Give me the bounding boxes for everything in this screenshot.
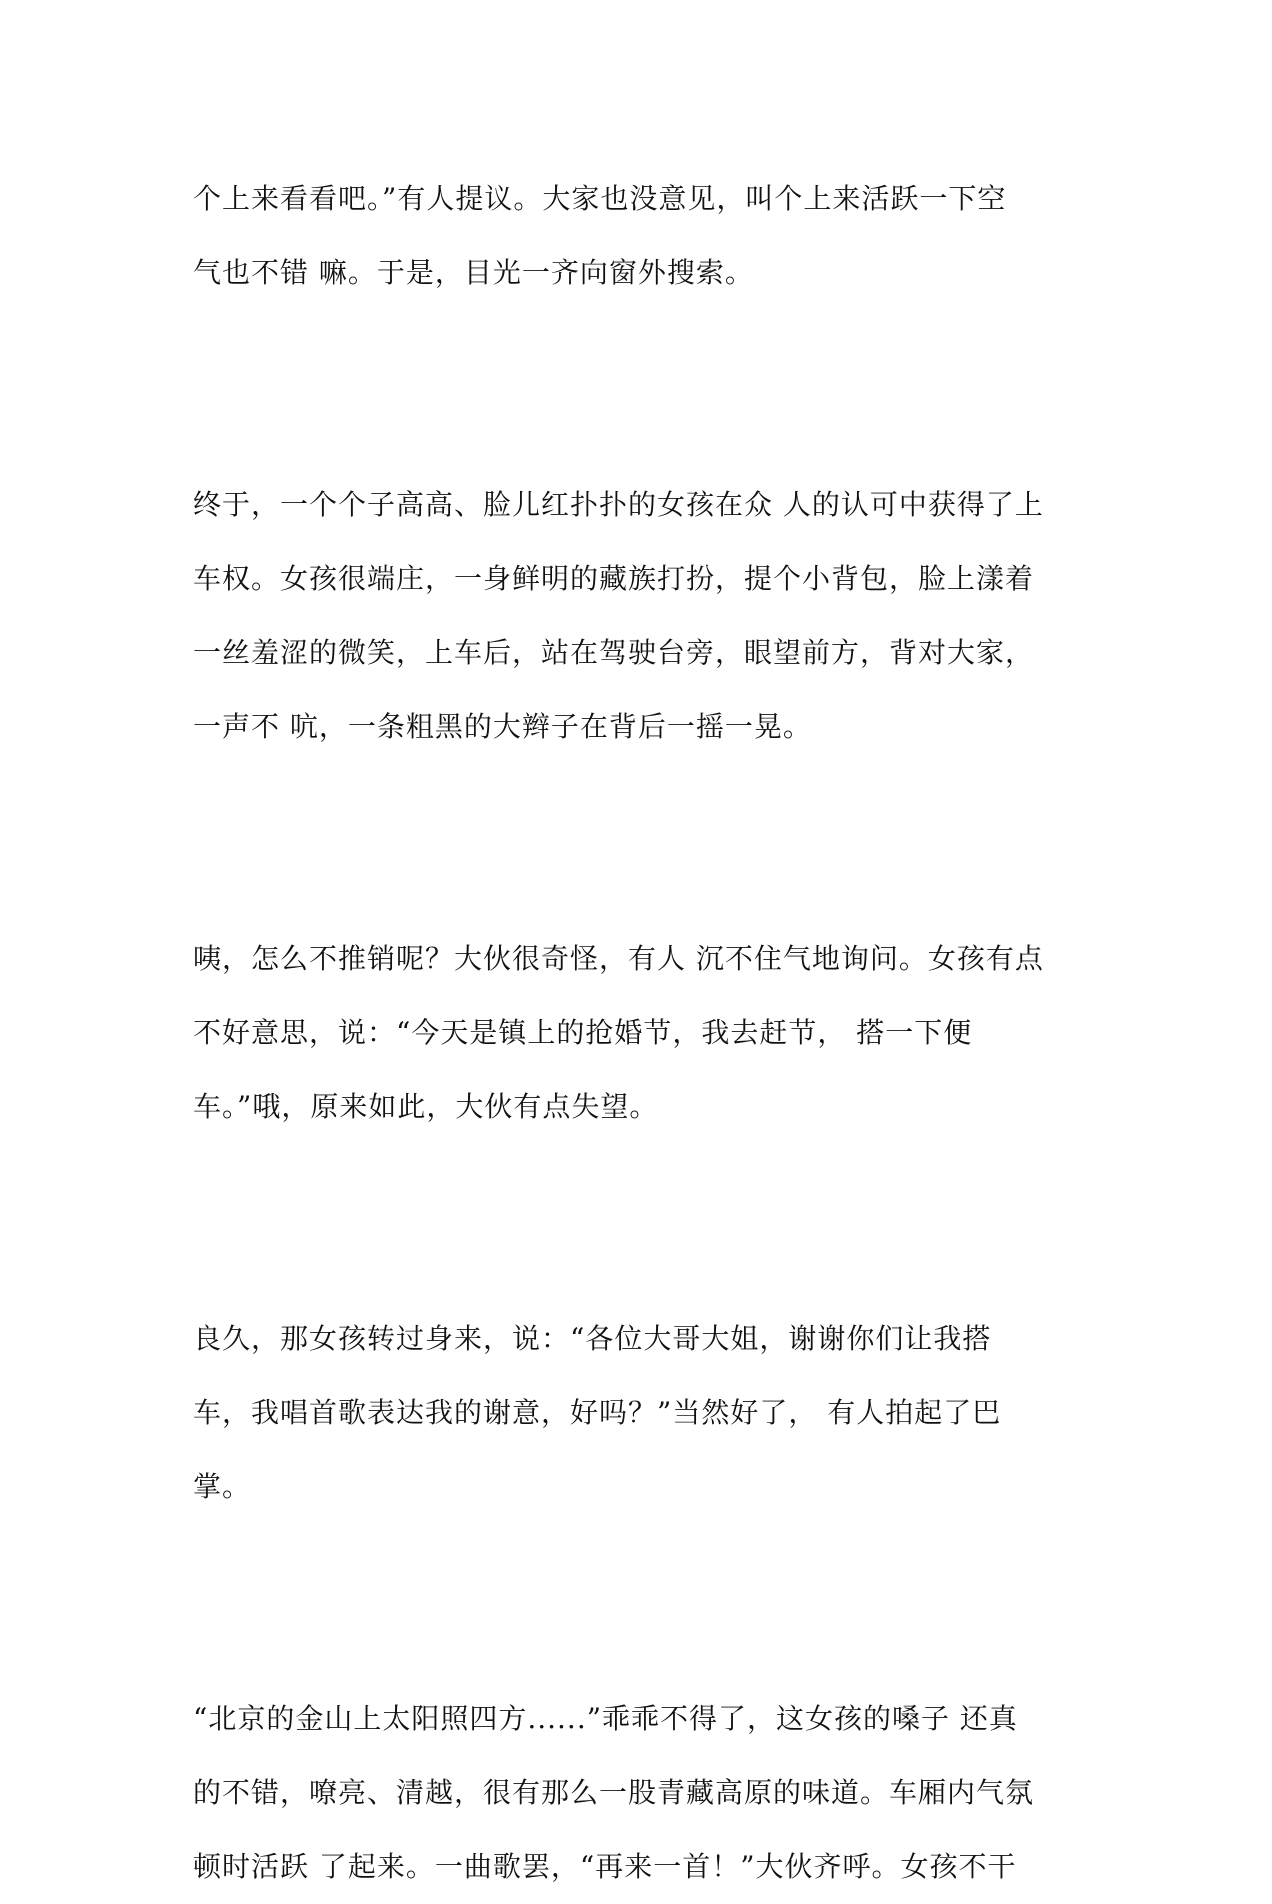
- paragraph-4: [193, 1302, 1093, 1524]
- paragraph-line: 掌。: [193, 1470, 252, 1503]
- paragraph-1: [193, 162, 1093, 310]
- paragraph-line: 气也不错 嘛。于是，目光一齐向窗外搜索。: [193, 256, 754, 289]
- paragraph-line: 顿时活跃 了起来。一曲歌罢，“再来一首！”大伙齐呼。女孩不干: [193, 1850, 1017, 1883]
- paragraph-line: 车，我唱首歌表达我的谢意，好吗？”当然好了， 有人拍起了巴: [193, 1396, 1002, 1429]
- paragraph-line: 良久，那女孩转过身来，说：“各位大哥大姐，谢谢你们让我搭: [193, 1322, 992, 1355]
- paragraph-line: 车权。女孩很端庄，一身鲜明的藏族打扮，提个小背包，脸上漾着: [193, 562, 1035, 595]
- paragraph-line: “北京的金山上太阳照四方......”乖乖不得了，这女孩的嗓子 还真: [193, 1702, 1018, 1735]
- paragraph-line: 车。”哦，原来如此，大伙有点失望。: [193, 1090, 659, 1123]
- document-body: [193, 162, 1093, 1904]
- paragraph-line: 终于，一个个子高高、脸儿红扑扑的女孩在众 人的认可中获得了上: [193, 488, 1044, 521]
- paragraph-5: [193, 1682, 1093, 1904]
- paragraph-line: 一丝羞涩的微笑，上车后，站在驾驶台旁，眼望前方，背对大家，: [193, 636, 1035, 669]
- paragraph-line: 不好意思，说：“今天是镇上的抢婚节，我去赶节， 搭一下便: [193, 1016, 973, 1049]
- paragraph-2: [193, 468, 1093, 764]
- paragraph-line: 的不错，嘹亮、清越，很有那么一股青藏高原的味道。车厢内气氛: [193, 1776, 1035, 1809]
- paragraph-line: 咦，怎么不推销呢？大伙很奇怪，有人 沉不住气地询问。女孩有点: [193, 942, 1044, 975]
- paragraph-3: [193, 922, 1093, 1144]
- paragraph-line: 一声不 吭，一条粗黑的大辫子在背后一摇一晃。: [193, 710, 812, 743]
- paragraph-line: 个上来看看吧。”有人提议。大家也没意见，叫个上来活跃一下空: [193, 182, 1007, 215]
